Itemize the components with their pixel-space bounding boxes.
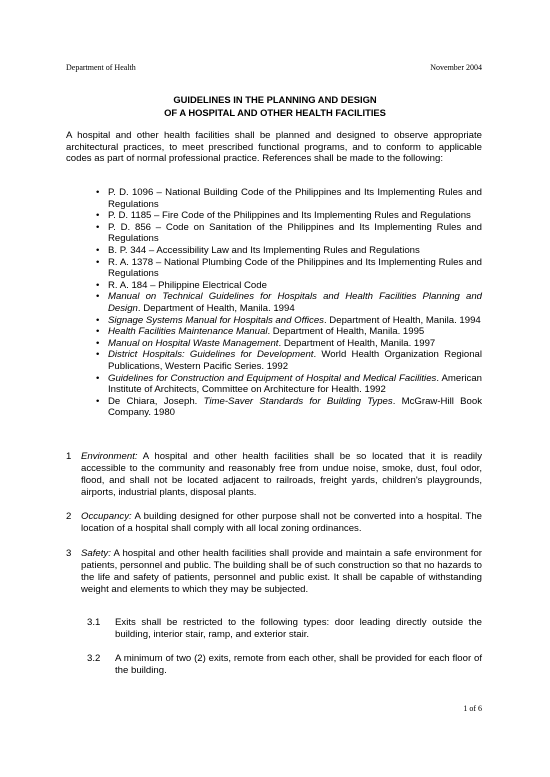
reference-title: Manual on Technical Guidelines for Hospitals and Health Facilities Planning and Design — [108, 291, 482, 314]
reference-item — [97, 349, 482, 372]
reference-item — [97, 187, 482, 210]
reference-text: . Department of Health, Manila. 1995 — [267, 326, 425, 338]
section-occupancy — [66, 511, 482, 535]
section-text — [81, 511, 482, 535]
section-environment — [66, 451, 482, 499]
section-body: A hospital and other health facilities shall provide and maintain a safe environment for patients, personnel and public. The building shall be of such construction so that no hazards to the life and safety of patients, personnel and public exist. It shall be capable of withstanding weight and elements to which they may be subjected. — [81, 548, 482, 595]
header-date: November 2004 — [430, 63, 482, 72]
section-number: 1 — [66, 451, 72, 462]
section-label: Safety: — [81, 548, 111, 559]
reference-text: . Department of Health, Manila. 1997 — [278, 337, 436, 349]
intro-paragraph: A hospital and other health facilities shall be planned and designed to observe appropriate architectural practices, to meet prescribed functional programs, and to conform to applicable codes as part of normal professional practice. References shall be made to the following: — [66, 130, 482, 165]
reference-item — [97, 280, 482, 292]
subsection-text: Exits shall be restricted to the following types: door leading directly outside the building, interior stair, ramp, and exterior stair. — [115, 617, 482, 640]
section-text — [81, 451, 482, 499]
reference-item — [97, 210, 482, 222]
reference-text: R. A. 184 – Philippine Electrical Code — [108, 279, 267, 291]
reference-text: R. A. 1378 – National Plumbing Code of the Philippines and Its Implementing Rules and Regulations — [108, 256, 482, 280]
reference-title: Health Facilities Maintenance Manual — [108, 326, 268, 338]
section-number: 3 — [66, 548, 72, 559]
subsection-number: 3.1 — [87, 617, 101, 628]
reference-prefix: De Chiara, Joseph. — [108, 395, 204, 407]
page-title-line-2: OF A HOSPITAL AND OTHER HEALTH FACILITIES — [164, 107, 386, 118]
reference-title: Signage Systems Manual for Hospitals and Offices — [108, 314, 324, 326]
subsection-text: A minimum of two (2) exits, remote from each other, shall be provided for each floor of the building. — [115, 653, 482, 676]
reference-item — [97, 291, 482, 314]
reference-item — [97, 338, 482, 350]
reference-text: B. P. 344 – Accessibility Law and Its Implementing Rules and Regulations — [108, 244, 420, 256]
section-number: 2 — [66, 511, 72, 522]
header-department: Department of Health — [66, 63, 136, 72]
reference-title: Time-Saver Standards for Building Types — [203, 395, 393, 407]
subsection-number: 3.2 — [87, 653, 101, 664]
subsection-3-2 — [87, 653, 482, 677]
reference-text: P. D. 856 – Code on Sanitation of the Philippines and Its Implementing Rules and Regulations — [108, 221, 482, 245]
page-number: 1 of 6 — [463, 704, 482, 713]
reference-item — [97, 373, 482, 396]
reference-item — [97, 245, 482, 257]
reference-text: P. D. 1185 – Fire Code of the Philippines and Its Implementing Rules and Regulations — [108, 210, 471, 222]
section-body: A hospital and other health facilities shall be so located that it is readily accessible to the community and reasonably free from undue noise, smoke, dust, foul odor, flood, and shall not be located adjacent to railroads, freight yards, children's playgrounds, airports, industrial plants, disposal plants. — [81, 451, 482, 498]
reference-text: P. D. 1096 – National Building Code of the Philippines and Its Implementing Rules and Regulations — [108, 187, 482, 210]
reference-title: District Hospitals: Guidelines for Development — [108, 349, 314, 361]
page-title-line-1: GUIDELINES IN THE PLANNING AND DESIGN — [173, 94, 377, 105]
reference-item — [97, 257, 482, 280]
section-label: Occupancy: — [81, 511, 132, 522]
section-label: Environment: — [81, 451, 138, 462]
references-list — [97, 187, 482, 419]
reference-title: Guidelines for Construction and Equipment of Hospital and Medical Facilities — [108, 372, 437, 384]
reference-text: . Department of Health, Manila. 1994 — [323, 314, 481, 326]
reference-title: Manual on Hospital Waste Management — [108, 337, 279, 349]
reference-text: . McGraw-Hill Book Company. 1980 — [108, 395, 482, 419]
reference-text: . Department of Health, Manila. 1994 — [137, 302, 295, 314]
section-text — [81, 548, 482, 596]
section-safety — [66, 548, 482, 596]
reference-item — [97, 222, 482, 245]
reference-text: . American Institute of Architects, Committee on Architecture for Health. 1992 — [108, 372, 482, 396]
reference-item — [97, 396, 482, 419]
reference-item — [97, 315, 482, 327]
reference-text: . World Health Organization Regional Publications, Western Pacific Series. 1992 — [108, 349, 483, 372]
section-body: A building designed for other purpose shall not be converted into a hospital. The location of a hospital shall comply with all local zoning ordinances. — [81, 511, 482, 534]
subsection-3-1 — [87, 617, 482, 641]
reference-item — [97, 326, 482, 338]
